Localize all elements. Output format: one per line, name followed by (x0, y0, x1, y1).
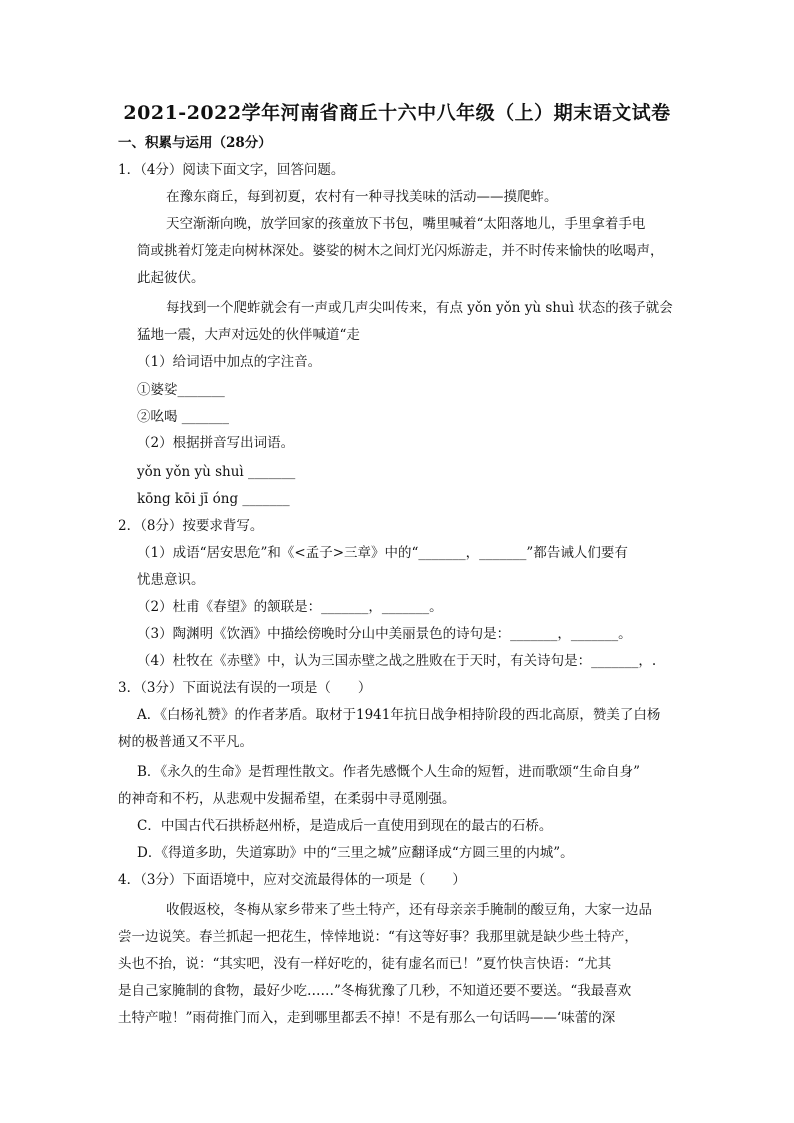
option-a: A．《白杨礼赞》的作者茅盾。取材于1941年抗日战争相持阶段的西北高原，赞美了白杨 (137, 707, 661, 723)
option-c: C．中国古代石拱桥赵州桥，是造成后一直使用到现在的最古的石桥。 (137, 818, 553, 834)
option-b-line: 的神奇和不朽，从悲观中发掘希望，在柔弱中寻觅刚强。 (118, 791, 456, 807)
passage-line: 尝一边说笑。春兰抓起一把花生，悻悻地说：“有这等好事？我那里就是缺少些土特产， (118, 929, 638, 945)
passage-paragraph: 收假返校，冬梅从家乡带来了些土特产，还有母亲亲手腌制的酸豆角，大家一边品 (166, 902, 652, 918)
passage-line: 猛地一震，大声对远处的伙伴喊道“走 (137, 327, 360, 343)
section-heading: 一、积累与运用（28分） (118, 135, 272, 151)
question-1-stem: 1．（4分）阅读下面文字，回答问题。 (118, 162, 345, 178)
passage-line: 头也不抬，说：“其实吧，没有一样好吃的，徒有虚名而已！”夏竹快言快语：“尤其 (118, 956, 612, 972)
option-b: B．《永久的生命》是哲理性散文。作者先感慨个人生命的短暂，进而歌颂“生命自身” (137, 764, 640, 780)
answer-item: ①婆娑_______ (137, 382, 225, 398)
sub-question: （1）给词语中加点的字注音。 (137, 354, 322, 370)
question-3-stem: 3．（3分）下面说法有误的一项是（ ） (118, 680, 372, 696)
option-d: D．《得道多助，失道寡助》中的“三里之城”应翻译成“方圆三里的内城”。 (137, 845, 574, 861)
passage-paragraph: 在豫东商丘，每到初夏，农村有一种寻找美味的活动——摸爬蚱。 (166, 189, 558, 205)
passage-line: 是自己家腌制的食物，最好少吃……”冬梅犹豫了几秒，不知道还要不要送。“我最喜欢 (118, 983, 632, 999)
sub-question: （4）杜牧在《赤壁》中，认为三国赤壁之战之胜败在于天时，有关诗句是：_______，. (137, 653, 657, 669)
pinyin-item: yǒn yǒn yù shuì _______ (137, 464, 296, 480)
answer-item: ②吆喝 _______ (137, 409, 230, 425)
passage-paragraph: 每找到一个爬蚱就会有一声或几声尖叫传来，有点 yǒn yǒn yù shuì 状态的孩子就会 (166, 300, 673, 316)
page-title: 2021-2022学年河南省商丘十六中八年级（上）期末语文试卷 (123, 102, 671, 124)
sub-question: （2）杜甫《春望》的颔联是：_______，_______。 (137, 599, 443, 615)
sub-question: （3）陶渊明《饮酒》中描绘傍晚时分山中美丽景色的诗句是：_______，_______。 (137, 626, 632, 642)
sub-question: （2）根据拼音写出词语。 (137, 435, 295, 451)
sub-question: （1）成语“居安思危”和《<孟子>三章》中的“_______，_______”都告诫人们要有 (137, 545, 628, 561)
option-a-line: 树的极普通又不平凡。 (118, 734, 253, 750)
question-4-stem: 4．（3分）下面语境中，应对交流最得体的一项是（ ） (118, 872, 466, 888)
question-2-stem: 2．（8分）按要求背写。 (118, 518, 264, 534)
sub-question-line: 忧患意识。 (137, 572, 205, 588)
pinyin-item: kōng kōi jī óng _______ (137, 491, 290, 507)
passage-paragraph: 天空渐渐向晚，放学回家的孩童放下书包，嘴里喊着“太阳落地儿，手里拿着手电 (166, 216, 646, 232)
passage-line: 土特产啦！”雨荷推门而入，走到哪里都丢不掉！不是有那么一句话吗——‘味蕾的深 (118, 1010, 616, 1026)
passage-line: 此起彼伏。 (137, 270, 205, 286)
passage-line: 筒或挑着灯笼走向树林深处。婆娑的树木之间灯光闪烁游走，并不时传来愉快的吆喝声， (137, 243, 664, 259)
